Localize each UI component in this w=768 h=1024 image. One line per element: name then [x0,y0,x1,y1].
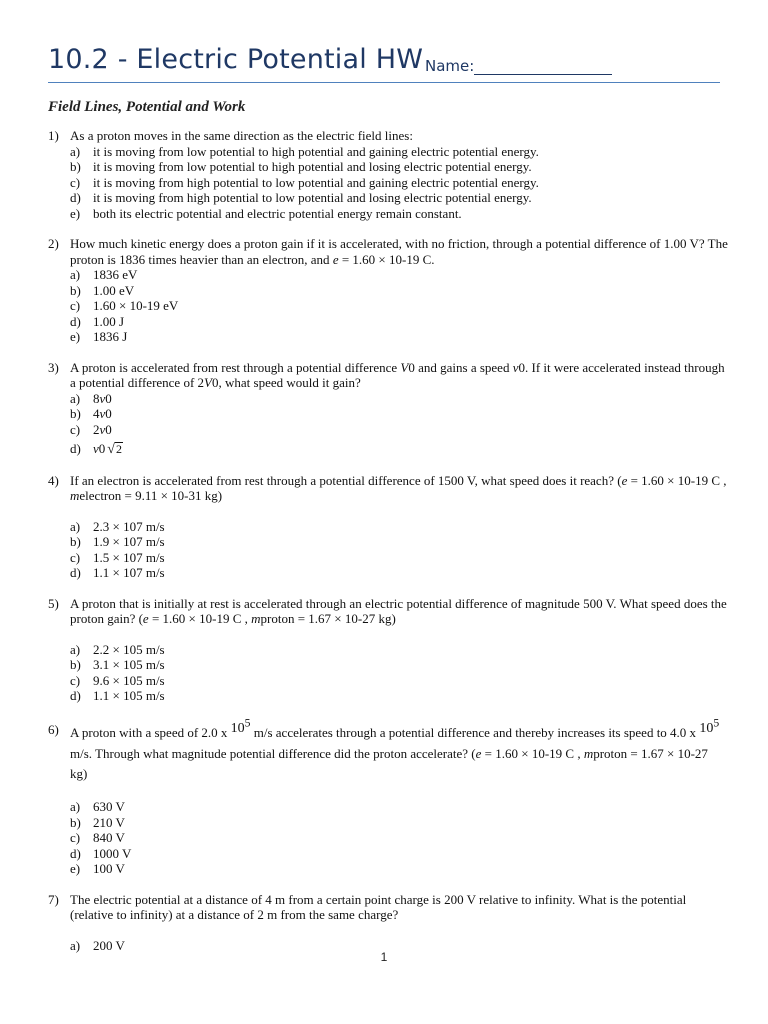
stem-text: If an electron is accelerated from rest through a potential difference of 1500 V, what speed does it reach? ( [70,472,622,488]
choice-text: it is moving from high potential to low potential and gaining electric potential energy. [93,174,539,190]
question-6 [48,716,728,877]
stem-text: m/s accelerates through a potential difference and thereby increases its speed to 4.0 x [250,725,700,741]
choice-label: a) [70,799,81,815]
choice-text: 1.5 × 107 m/s [93,549,165,565]
choice-coefficient: 4 [93,406,100,421]
stem-text: = 1.60 × 10-19 C , [627,472,727,488]
choice-label: d) [70,441,81,456]
question-number: 4) [48,472,59,488]
choice-item [70,846,728,862]
choice-text: 1.00 J [93,313,125,329]
question-stem [70,236,728,267]
radical-sign: √ [107,442,115,457]
choice-label: b) [70,534,81,549]
stem-variable: e [332,251,339,267]
question-5 [48,596,728,704]
choice-item [70,657,728,673]
choice-item [70,422,728,438]
choice-text: 1.9 × 107 m/s [93,534,165,549]
choice-variable: v [93,441,99,456]
choice-label: a) [70,937,81,953]
choice-item [70,861,728,877]
stem-variable: e [142,611,149,626]
section-title: Field Lines, Potential and Work [48,99,246,115]
choice-label: e) [70,205,81,221]
power-of-ten [699,716,720,737]
stem-text: = 1.60 × 10-19 C , [481,746,584,762]
choice-text: 9.6 × 105 m/s [93,672,165,688]
choice-variable: v [99,390,106,406]
name-label: Name: [425,57,475,75]
choice-text: 1836 J [93,329,128,344]
stem-text: proton = 1.67 × 10-27 kg) [70,746,708,782]
choice-text: 210 V [93,814,125,830]
choice-label: b) [70,282,81,298]
stem-variable: m [583,746,594,762]
choice-label: d) [70,688,81,703]
choice-label: c) [70,672,81,688]
name-blank-line [474,74,612,75]
power-base: 10 [230,721,245,737]
choice-label: b) [70,657,81,672]
page-number: 1 [380,950,388,964]
choice-text: 1000 V [93,845,132,861]
choice-label: c) [70,830,81,846]
choice-label: d) [70,565,81,580]
choice-list [70,519,728,581]
stem-variable: m [70,488,80,503]
choice-label: b) [70,814,81,830]
choice-coefficient: 2 [93,421,100,437]
stem-text: A proton is accelerated from rest through a potential difference [70,359,401,375]
choice-label: a) [70,641,81,657]
stem-text: = 1.60 × 10-19 C , [148,611,252,626]
question-list [48,128,728,968]
choice-item [70,799,728,815]
stem-text: m/s. Through what magnitude potential difference did the proton accelerate? ( [70,746,476,762]
stem-variable: V [204,375,212,390]
choice-text: 1.1 × 107 m/s [93,565,165,580]
stem-text: A proton that is initially at rest is accelerated through an electric potential difference of magnitude 500 V. What speed does the proton gain? ( [70,595,727,626]
question-stem: As a proton moves in the same direction as the electric field lines: [70,128,413,143]
choice-label: d) [70,313,81,329]
choice-text: 1836 eV [93,267,138,282]
choice-item [70,298,728,314]
choice-text: 630 V [93,799,125,815]
choice-item [70,329,728,345]
choice-text: both its electric potential and electric potential energy remain constant. [93,205,462,221]
page-title: 10.2 - Electric Potential HW [48,44,424,75]
choice-label: a) [70,518,81,534]
question-2 [48,236,728,345]
question-3 [48,360,728,458]
stem-text: electron = 9.11 × 10-31 kg) [79,488,223,503]
choice-item [70,519,728,535]
choice-item [70,815,728,831]
choice-label: c) [70,298,81,313]
choice-text: 1.60 × 10-19 eV [93,298,179,313]
question-number: 5) [48,595,59,611]
choice-item [70,267,728,283]
question-number: 1) [48,128,59,143]
choice-list [70,144,728,222]
choice-label: b) [70,406,81,421]
question-number: 3) [48,359,59,375]
choice-text: 3.1 × 105 m/s [93,657,165,672]
choice-text: 2.3 × 107 m/s [93,518,165,534]
header [48,44,720,82]
choice-item [70,206,728,222]
choice-subscript: 0 [98,441,106,456]
stem-variable: V [400,359,409,375]
choice-text: 200 V [93,937,125,953]
choice-item [70,391,728,407]
choice-item [70,673,728,689]
choice-item [70,534,728,550]
question-stem [70,716,728,785]
choice-coefficient: 8 [93,390,100,406]
choice-item [70,144,728,160]
choice-text: 2.2 × 105 m/s [93,641,165,657]
choice-item [70,437,728,458]
stem-text: 0 and gains a speed [408,359,513,375]
choice-list [70,391,728,458]
square-root [107,441,123,458]
stem-variable: e [621,472,628,488]
choice-label: e) [70,329,81,344]
choice-label: c) [70,421,81,437]
question-7 [48,892,728,954]
choice-text: 1.1 × 105 m/s [93,688,165,703]
power-of-ten [230,716,251,737]
choice-label: d) [70,845,81,861]
choice-item [70,642,728,658]
power-exponent: 5 [244,716,251,730]
stem-variable: v [512,359,519,375]
choice-label: c) [70,549,81,565]
question-number: 7) [48,891,59,907]
choice-variable: v [99,421,106,437]
choice-label: d) [70,190,81,205]
title-divider [48,82,720,83]
question-stem [70,596,728,627]
choice-label: c) [70,174,81,190]
stem-variable: e [475,746,482,762]
question-4 [48,473,728,581]
choice-item [70,283,728,299]
choice-label: a) [70,390,81,406]
choice-list [70,267,728,345]
choice-item [70,565,728,581]
choice-subscript: 0 [105,421,112,437]
choice-text: it is moving from low potential to high potential and gaining electric potential energy. [93,143,539,159]
power-exponent: 5 [713,716,720,730]
choice-list [70,799,728,877]
choice-item [70,175,728,191]
power-base: 10 [699,721,714,737]
choice-item [70,830,728,846]
choice-variable: v [99,406,106,421]
question-1 [48,128,728,221]
stem-text: A proton with a speed of 2.0 x [70,725,231,741]
choice-item [70,159,728,175]
choice-item [70,314,728,330]
choice-text: it is moving from low potential to high potential and losing electric potential energy. [93,159,532,174]
stem-text: proton = 1.67 × 10-27 kg) [260,611,396,626]
stem-text: How much kinetic energy does a proton gain if it is accelerated, with no friction, through a potential difference of 1.00 V? The proton is 1836 times heavier than an electron, and [70,236,728,267]
choice-label: a) [70,143,81,159]
choice-list [70,642,728,704]
question-stem [70,360,728,391]
choice-label: e) [70,861,81,877]
choice-text: 1.00 eV [93,282,135,298]
stem-variable: m [251,611,261,626]
stem-text: 0, what speed would it gain? [211,375,361,390]
choice-text: 100 V [93,861,125,877]
choice-item [70,688,728,704]
choice-item [70,550,728,566]
question-number: 2) [48,236,59,251]
choice-text: 840 V [93,830,125,846]
question-stem: The electric potential at a distance of 4 m from a certain point charge is 200 V relative to infinity. What is the potential (relative to infinity) at a distance of 2 m from the same charge? [70,891,687,923]
choice-item [70,190,728,206]
choice-subscript: 0 [105,406,112,421]
choice-item [70,406,728,422]
question-stem [70,473,728,504]
choice-subscript: 0 [105,390,112,406]
choice-text: it is moving from high potential to low potential and losing electric potential energy. [93,190,532,205]
radicand: 2 [115,442,122,456]
stem-text: = 1.60 × 10-19 C. [338,251,435,267]
stem-text: 0. If it were accelerated instead through a potential difference of 2 [70,359,725,390]
question-number: 6) [48,721,59,737]
choice-label: a) [70,267,81,282]
choice-label: b) [70,159,81,174]
